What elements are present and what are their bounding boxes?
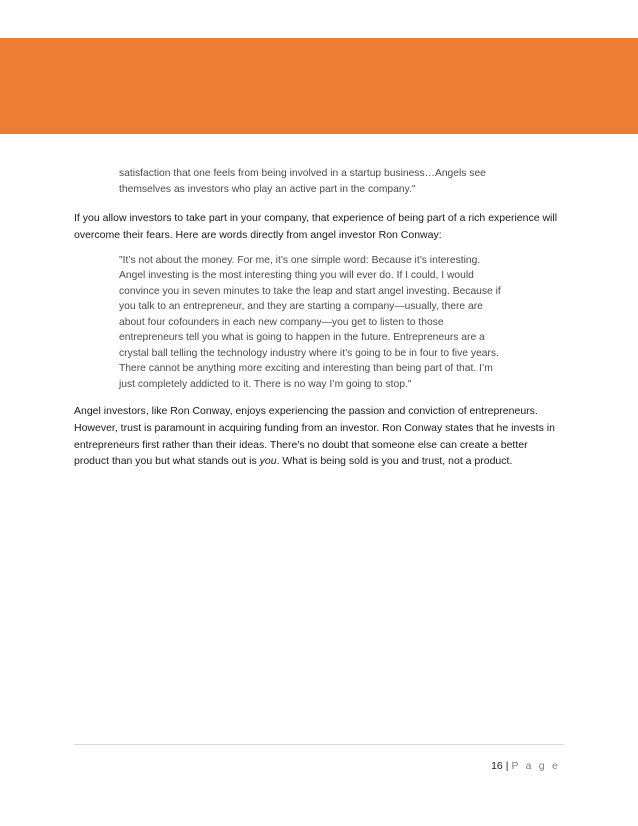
- paragraph-angel-investors: [74, 403, 566, 470]
- quote-line: satisfaction that one feels from being involved in a startup business…Angels see: [119, 168, 486, 179]
- quote-continuation: [119, 166, 519, 197]
- quote-line: you talk to an entrepreneur, and they are starting a company—usually, there are: [119, 301, 483, 313]
- header-band: [0, 38, 638, 134]
- quote-line: There cannot be anything more exciting and interesting than being part of that. I’m: [119, 363, 493, 375]
- footer-divider: [74, 744, 564, 745]
- quote-line: crystal ball telling the technology industry where it’s going to be in four to five years.: [119, 347, 499, 359]
- quote-line: "It’s not about the money. For me, it’s one simple word: Because it’s interesting.: [119, 254, 481, 266]
- quote-line: convince you in seven minutes to take the leap and start angel investing. Because if: [119, 285, 501, 297]
- text-run: . What is being sold is you and trust, not a product.: [276, 455, 513, 468]
- quote-line: entrepreneurs tell you what is going to happen in the future. Entrepreneurs are a: [119, 332, 485, 344]
- emphasis-you: you: [259, 455, 277, 468]
- paragraph-line: However, trust is paramount in acquiring funding from an investor. Ron Conway states that he invests in: [74, 421, 555, 434]
- page-label: P a g e: [511, 760, 560, 772]
- text-run: product than you but what stands out is: [74, 455, 260, 468]
- paragraph-line: If you allow investors to take part in your company, that experience of being part of a rich experience will: [74, 212, 558, 224]
- quote-line: just completely addicted to it. There is no way I’m going to stop.": [119, 378, 412, 390]
- footer-separator: |: [505, 760, 509, 772]
- page-footer: [491, 760, 560, 772]
- quote-line: Angel investing is the most interesting thing you will ever do. If I could, I would: [119, 270, 474, 282]
- paragraph-line: Angel investors, like Ron Conway, enjoys experiencing the passion and conviction of entrepreneurs.: [74, 405, 538, 418]
- page-content: [74, 166, 566, 470]
- paragraph-line: [74, 453, 566, 470]
- page-number: 16: [491, 760, 503, 772]
- quote-line: themselves as investors who play an active part in the company.": [119, 183, 416, 195]
- paragraph-line: overcome their fears. Here are words directly from angel investor Ron Conway:: [74, 228, 442, 241]
- paragraph-investors: [74, 210, 566, 244]
- ron-conway-quote: [119, 253, 519, 393]
- paragraph-line: entrepreneurs first rather than their ideas. There's no doubt that someone else can create a better: [74, 438, 528, 451]
- quote-line: about four cofounders in each new company—you get to listen to those: [119, 316, 444, 328]
